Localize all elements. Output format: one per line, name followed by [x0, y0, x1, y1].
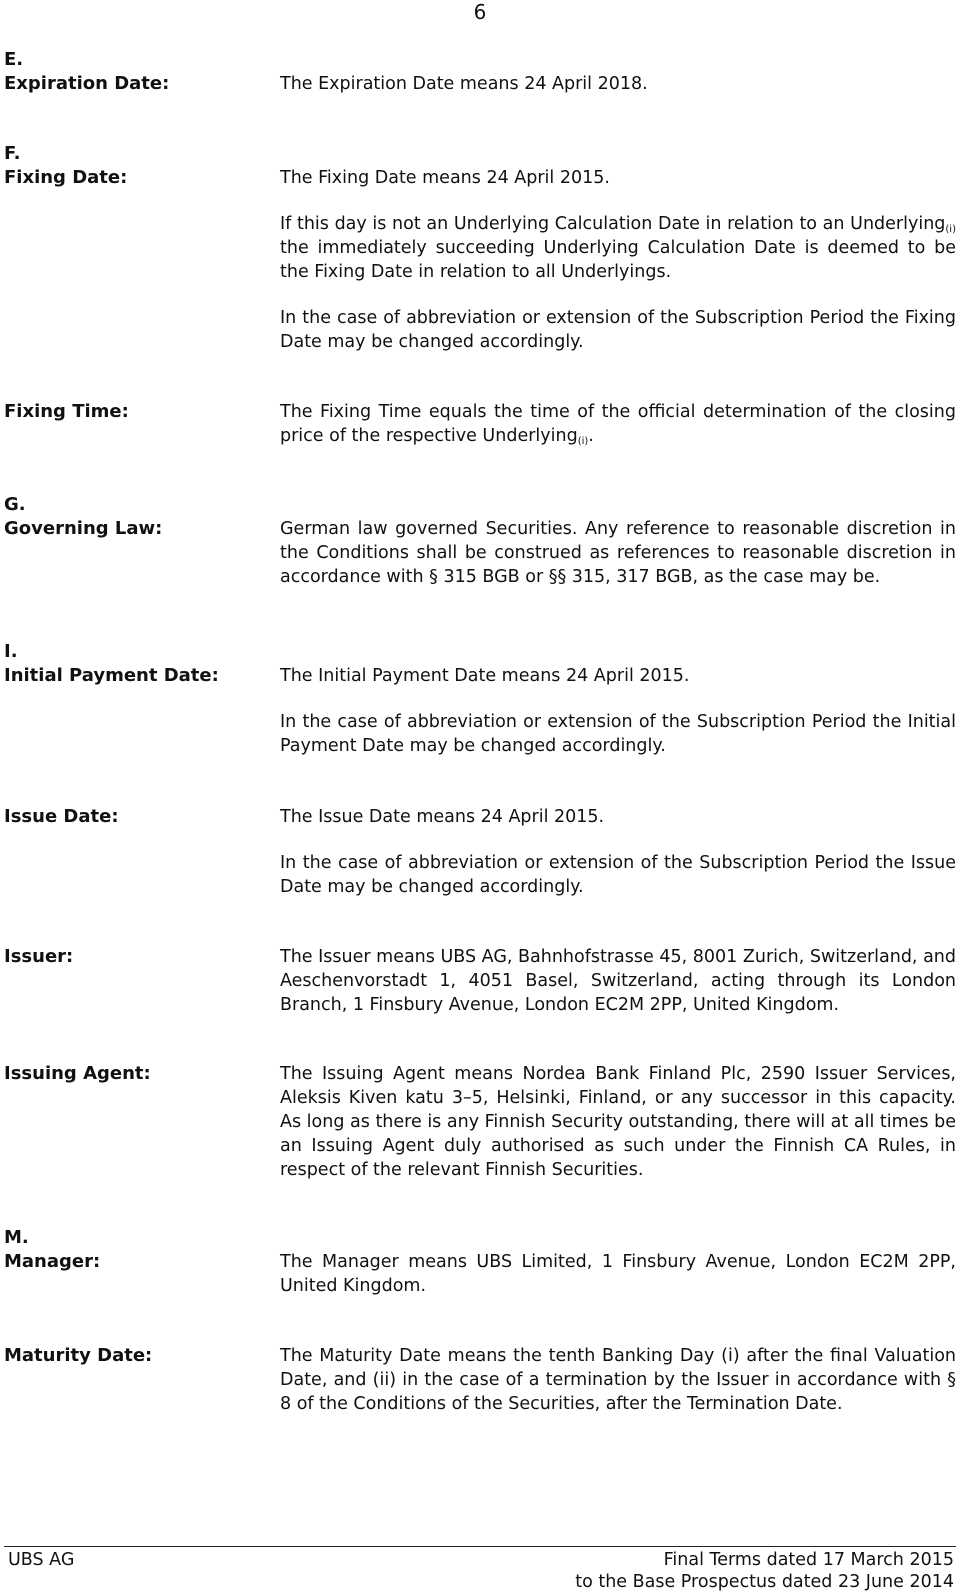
definition-fixing-time	[280, 400, 956, 448]
definition-issue-date	[280, 805, 956, 899]
footer-final-terms: Final Terms dated 17 March 2015	[663, 1550, 954, 1570]
definition-maturity-date	[280, 1344, 956, 1416]
section-letter-i: I.	[4, 641, 18, 662]
term-fixing-date: Fixing Date:	[4, 167, 128, 188]
term-manager: Manager:	[4, 1251, 101, 1272]
term-issuing-agent: Issuing Agent:	[4, 1063, 151, 1084]
term-expiration-date: Expiration Date:	[4, 73, 170, 94]
definition-text: The Fixing Date means 24 April 2015.	[280, 168, 610, 188]
term-fixing-time: Fixing Time:	[4, 401, 129, 422]
section-letter-e: E.	[4, 49, 24, 70]
definition-fixing-date	[280, 166, 956, 354]
term-initial-payment-date: Initial Payment Date:	[4, 665, 219, 686]
definition-text: The Issue Date means 24 April 2015.	[280, 807, 605, 827]
definition-expiration-date	[280, 72, 956, 96]
page-number: 6	[473, 0, 487, 24]
term-governing-law: Governing Law:	[4, 518, 163, 539]
section-letter-m: M.	[4, 1227, 29, 1248]
footer-base-prospectus: to the Base Prospectus dated 23 June 2014	[575, 1572, 954, 1592]
definition-initial-payment-date	[280, 664, 956, 758]
definition-text: In the case of abbreviation or extension of the Subscription Period the Fixing Date may be changed accordingly.	[280, 308, 956, 352]
definition-text: The Initial Payment Date means 24 April 2015.	[280, 666, 690, 686]
definition-text: German law governed Securities. Any reference to reasonable discretion in the Conditions shall be construed as references to reasonable discretion in accordance with § 315 BGB or §§ 315, 317 BGB, as the case may be.	[280, 519, 956, 587]
definition-text: The Expiration Date means 24 April 2018.	[280, 74, 648, 94]
definition-text: The Issuer means UBS AG, Bahnhofstrasse 45, 8001 Zurich, Switzerland, and Aeschenvorstadt 1, 4051 Basel, Switzerland, acting through its London Branch, 1 Finsbury Avenue, London EC2M 2PP, United Kingdom.	[280, 947, 956, 1015]
definition-issuing-agent	[280, 1062, 956, 1182]
definition-text: The Maturity Date means the tenth Banking Day (i) after the final Valuation Date, and (ii) in the case of a termination by the Issuer in accordance with § 8 of the Conditions of the Securities, after the Termination Date.	[280, 1346, 956, 1414]
definition-issuer	[280, 945, 956, 1017]
definition-text: If this day is not an Underlying Calculation Date in relation to an Underlying$_{(i)}$ the immediately succeeding Underlying Calculation Date is deemed to be the Fixing Date in relation to all Underlyings.	[280, 214, 956, 282]
footer-divider	[4, 1546, 956, 1547]
section-letter-g: G.	[4, 494, 26, 515]
footer-issuer: UBS AG	[8, 1550, 75, 1570]
definition-text: The Issuing Agent means Nordea Bank Finland Plc, 2590 Issuer Services, Aleksis Kiven katu 3–5, Helsinki, Finland, or any successor in this capacity. As long as there is any Finnish Security outstanding, there will at all times be an Issuing Agent duly authorised as such under the Finnish CA Rules, in respect of the relevant Finnish Securities.	[280, 1064, 956, 1180]
term-issuer: Issuer:	[4, 946, 74, 967]
section-letter-f: F.	[4, 143, 21, 164]
term-issue-date: Issue Date:	[4, 806, 119, 827]
definition-text: The Fixing Time equals the time of the official determination of the closing price of the respective Underlying$_{(i)}$.	[280, 402, 956, 447]
definition-text: In the case of abbreviation or extension of the Subscription Period the Issue Date may be changed accordingly.	[280, 853, 956, 897]
definition-text: The Manager means UBS Limited, 1 Finsbury Avenue, London EC2M 2PP, United Kingdom.	[280, 1252, 956, 1296]
definition-manager	[280, 1250, 956, 1298]
definition-governing-law	[280, 517, 956, 589]
term-maturity-date: Maturity Date:	[4, 1345, 153, 1366]
footer-document-info	[575, 1549, 954, 1593]
definition-text: In the case of abbreviation or extension of the Subscription Period the Initial Payment Date may be changed accordingly.	[280, 712, 956, 756]
